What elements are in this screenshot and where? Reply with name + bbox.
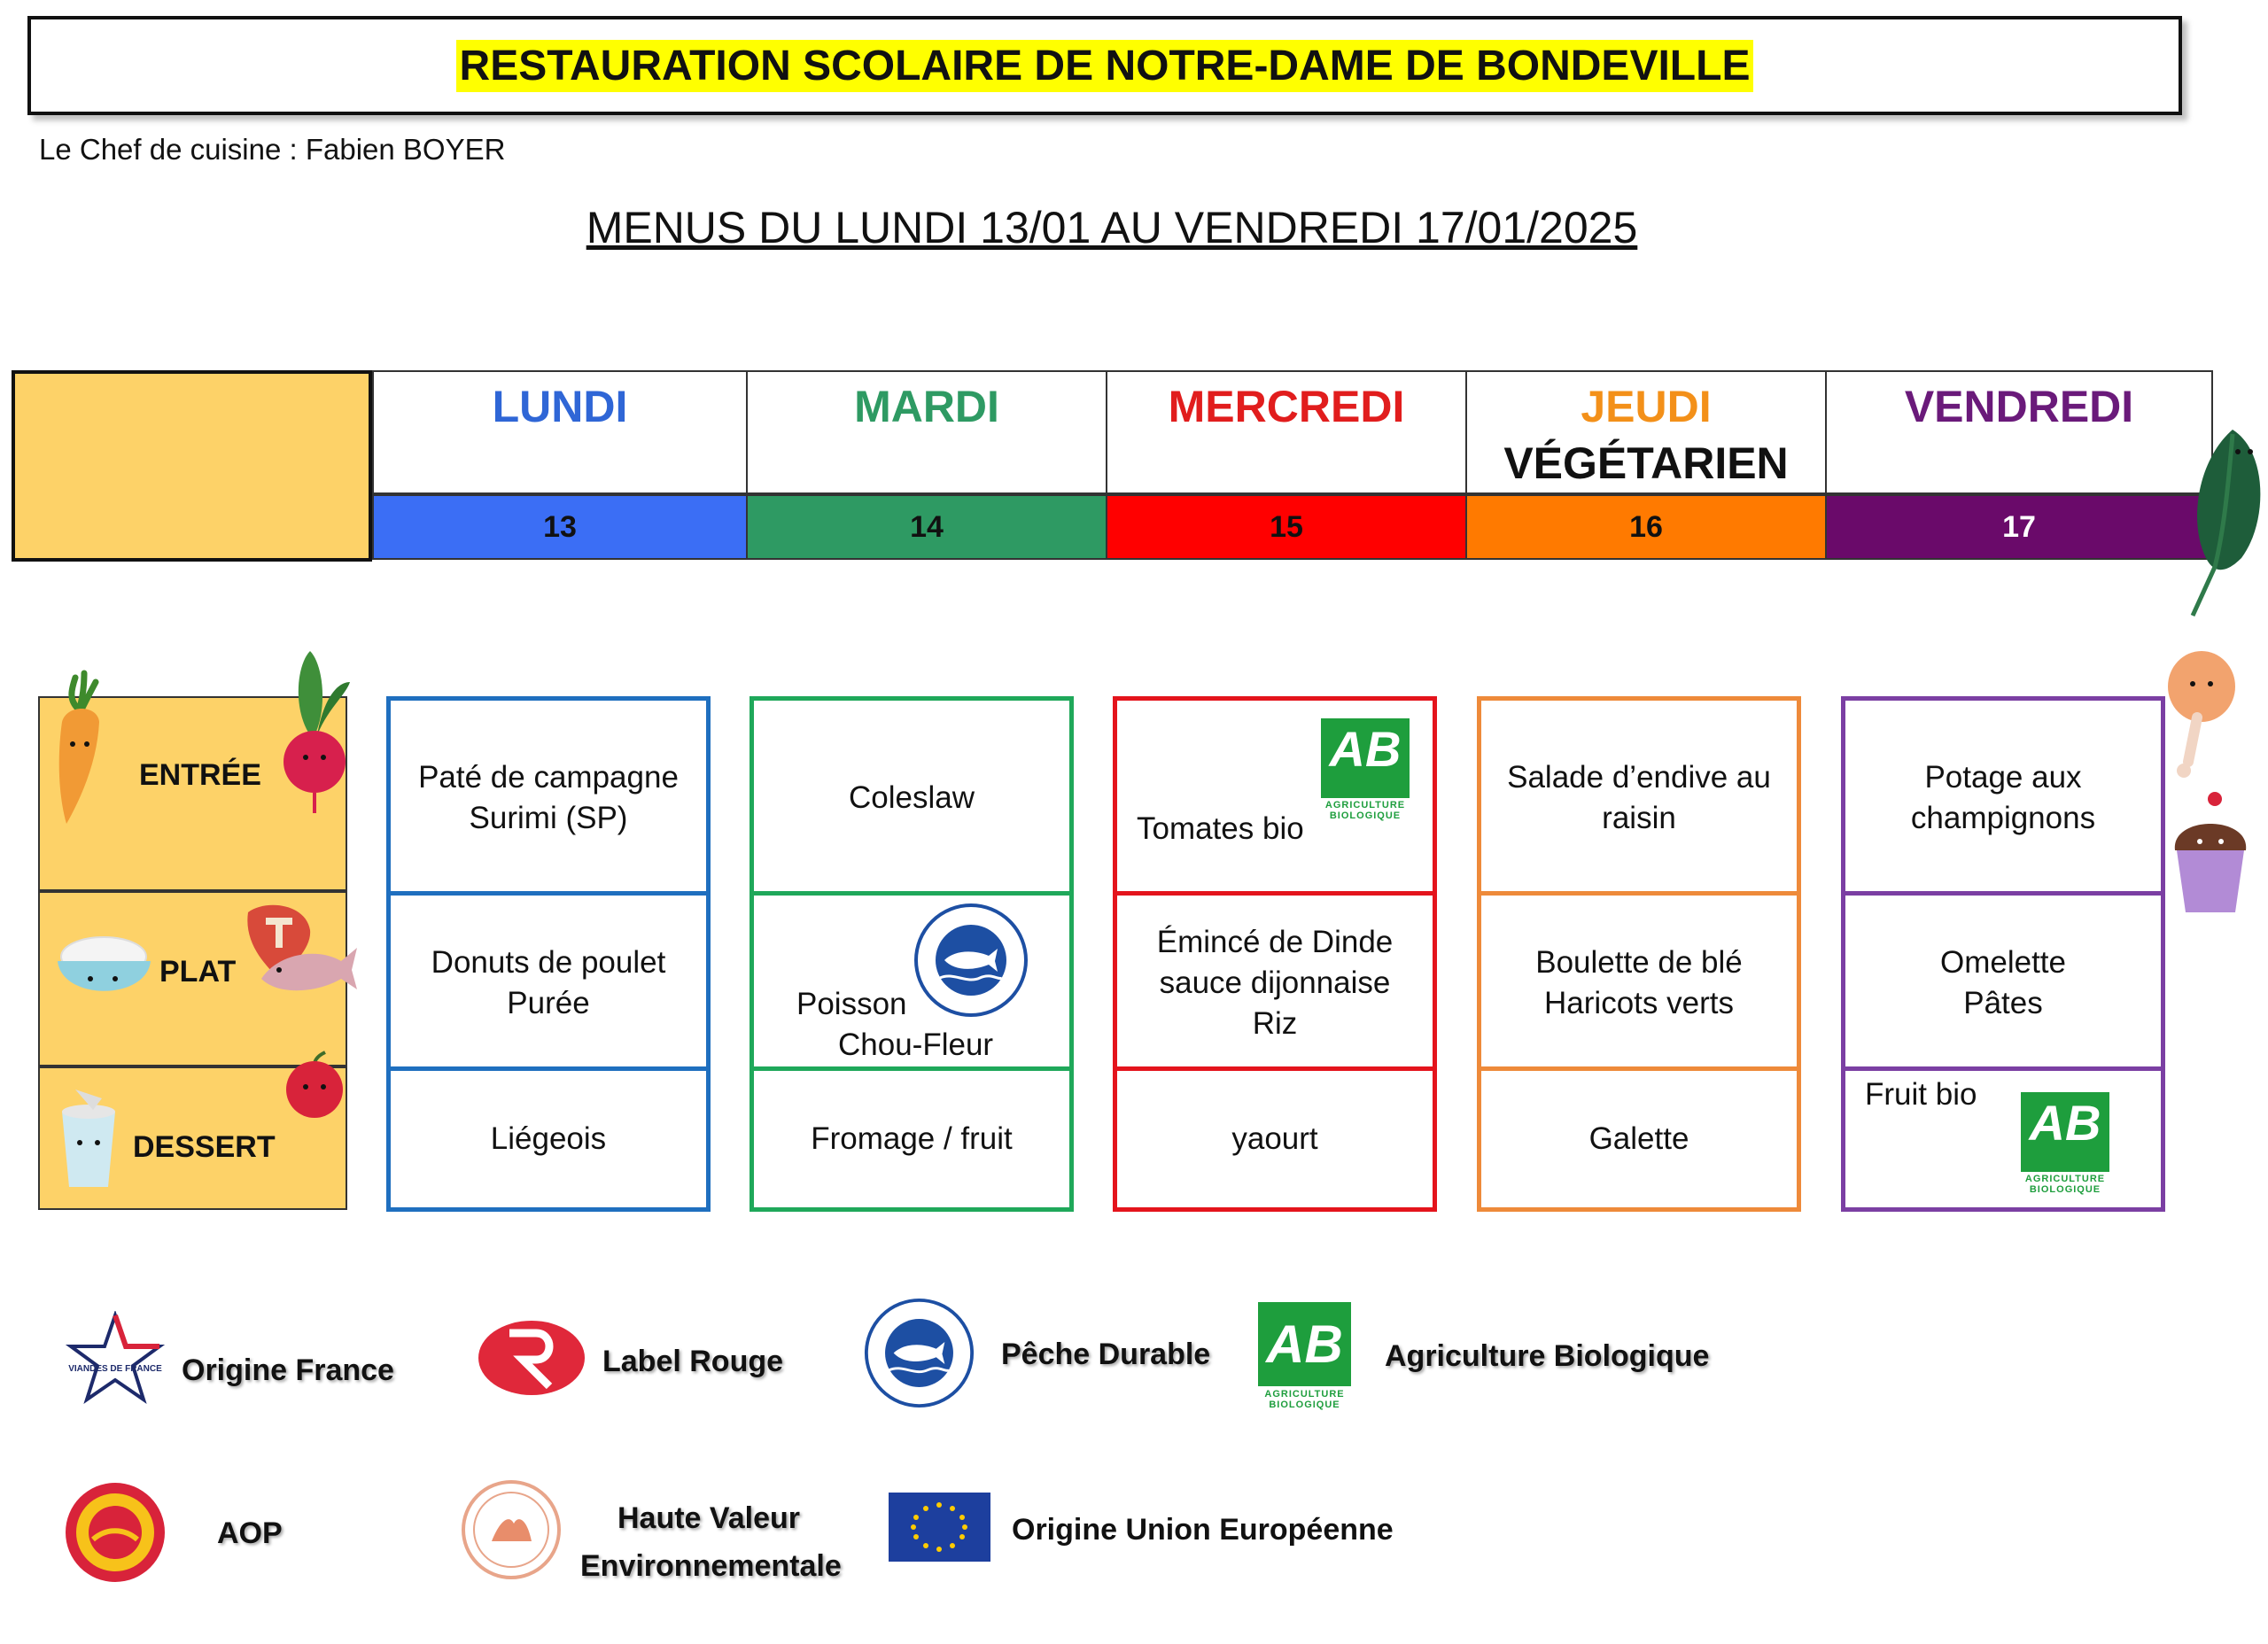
corner-cell xyxy=(12,370,372,562)
carrot-icon xyxy=(44,669,115,828)
day-name: MARDI xyxy=(854,382,999,431)
yogurt-icon xyxy=(53,1085,124,1191)
dish: raisin xyxy=(1602,801,1676,835)
peche-durable-icon xyxy=(864,1298,975,1408)
ab-caption-line: BIOLOGIQUE xyxy=(2029,1184,2101,1195)
menu-dessert-jeudi xyxy=(1481,1071,1797,1207)
menu-plat-mercredi xyxy=(1117,896,1433,1071)
dish: Riz xyxy=(1252,1006,1298,1041)
rice-bowl-icon xyxy=(53,930,155,1010)
day-name: VENDREDI xyxy=(1904,382,2134,431)
ab-caption xyxy=(1254,1389,1355,1410)
day-number-vendredi: 17 xyxy=(1827,494,2213,560)
dish: Salade d’endive au xyxy=(1507,760,1771,795)
ab-caption-line: AGRICULTURE xyxy=(1324,800,1406,810)
menu-dessert-mercredi xyxy=(1117,1071,1433,1207)
ab-letters: AB xyxy=(2029,1095,2101,1151)
dish: Poisson xyxy=(796,987,907,1021)
dish: Pâtes xyxy=(1963,986,2043,1020)
apple-icon xyxy=(279,1050,350,1121)
page-title: RESTAURATION SCOLAIRE DE NOTRE-DAME DE BONDEVILLE xyxy=(456,40,1754,92)
dish: yaourt xyxy=(1231,1121,1318,1156)
dish: Purée xyxy=(507,986,590,1020)
dish: Surimi (SP) xyxy=(469,801,628,835)
radish-icon xyxy=(275,647,354,815)
legend-peche-durable: Pêche Durable xyxy=(1001,1338,1211,1371)
ab-caption-line: AGRICULTURE xyxy=(2024,1174,2106,1184)
aop-icon xyxy=(62,1479,168,1586)
day-name: JEUDI xyxy=(1581,382,1712,431)
menu-entree-mercredi xyxy=(1117,701,1433,896)
ab-caption-line: BIOLOGIQUE xyxy=(1269,1400,1340,1410)
menu-entree-vendredi xyxy=(1845,701,2161,896)
dish: Fromage / fruit xyxy=(811,1121,1013,1156)
chicken-leg-icon xyxy=(2162,647,2241,779)
fish-icon xyxy=(252,926,359,1005)
legend-origine-france: Origine France xyxy=(182,1353,394,1387)
day-number-mercredi: 15 xyxy=(1107,494,1467,560)
day-number-lundi: 13 xyxy=(372,494,748,560)
day-name: LUNDI xyxy=(492,382,628,431)
ab-logo-icon xyxy=(2021,1092,2109,1172)
day-header-jeudi xyxy=(1467,370,1827,494)
legend-agriculture-biologique: Agriculture Biologique xyxy=(1385,1339,1710,1373)
ab-caption-line: BIOLOGIQUE xyxy=(1329,810,1402,821)
dish: Galette xyxy=(1588,1121,1689,1156)
menu-entree-mardi xyxy=(754,701,1069,896)
label-rouge-icon xyxy=(474,1315,589,1400)
ab-letters: AB xyxy=(1266,1314,1343,1374)
dish: Haricots verts xyxy=(1544,986,1734,1020)
day-column-vendredi xyxy=(1841,696,2165,1212)
eu-flag-icon xyxy=(889,1493,990,1562)
menu-plat-mardi xyxy=(754,896,1069,1071)
legend-hve xyxy=(580,1494,842,1590)
dish: champignons xyxy=(1910,801,2096,835)
menu-plat-lundi xyxy=(391,896,706,1071)
dish: Liégeois xyxy=(490,1121,607,1156)
menu-week-title: MENUS DU LUNDI 13/01 AU VENDREDI 17/01/2025 xyxy=(586,203,1638,252)
viandes-de-france-text: VIANDES DE FRANCE xyxy=(68,1364,162,1374)
day-column-lundi xyxy=(386,696,711,1212)
ab-caption xyxy=(1317,800,1413,821)
ab-caption xyxy=(2017,1174,2113,1195)
peche-durable-badge-icon xyxy=(913,903,1029,1018)
title-box xyxy=(27,16,2182,115)
menu-dessert-vendredi xyxy=(1845,1071,2161,1207)
course-label: PLAT xyxy=(159,955,237,989)
ab-caption-line: AGRICULTURE xyxy=(1264,1389,1345,1400)
hve-line: Haute Valeur xyxy=(617,1501,800,1535)
dish: Donuts de poulet xyxy=(431,945,666,980)
dish: Omelette xyxy=(1940,945,2066,980)
course-label: DESSERT xyxy=(133,1130,276,1164)
dish: Paté de campagne xyxy=(418,760,679,795)
chef-name: Le Chef de cuisine : Fabien BOYER xyxy=(39,133,506,166)
day-number-jeudi: 16 xyxy=(1467,494,1827,560)
day-name: MERCREDI xyxy=(1168,382,1405,431)
day-header-mardi xyxy=(748,370,1107,494)
ab-logo-icon xyxy=(1258,1302,1351,1386)
menu-dessert-lundi xyxy=(391,1071,706,1207)
ab-letters: AB xyxy=(1329,721,1402,777)
menu-entree-jeudi xyxy=(1481,701,1797,896)
hve-line: Environnementale xyxy=(580,1549,842,1583)
day-header-mercredi xyxy=(1107,370,1467,494)
day-number-mardi: 14 xyxy=(748,494,1107,560)
dish: sauce dijonnaise xyxy=(1159,965,1391,1000)
menu-plat-jeudi xyxy=(1481,896,1797,1071)
legend-aop: AOP xyxy=(217,1516,283,1550)
menu-dessert-mardi xyxy=(754,1071,1069,1207)
day-header-vendredi xyxy=(1827,370,2213,494)
ab-logo-icon xyxy=(1321,718,1410,798)
day-column-mercredi xyxy=(1113,696,1437,1212)
legend-origine-ue: Origine Union Européenne xyxy=(1012,1513,1394,1547)
day-header-lundi xyxy=(372,370,748,494)
dish: Potage aux xyxy=(1924,760,2082,795)
viandes-de-france-icon xyxy=(62,1311,168,1408)
dish: Tomates bio xyxy=(1137,811,1304,846)
day-subtitle-vegetarien: VÉGÉTARIEN xyxy=(1503,438,1789,488)
menu-plat-vendredi xyxy=(1845,896,2161,1071)
dish: Fruit bio xyxy=(1865,1077,1977,1112)
dish: Émincé de Dinde xyxy=(1156,925,1394,959)
cupcake-icon xyxy=(2166,788,2255,921)
legend-label-rouge: Label Rouge xyxy=(602,1345,784,1378)
day-column-jeudi xyxy=(1477,696,1801,1212)
dish: Coleslaw xyxy=(849,780,975,815)
course-label: ENTRÉE xyxy=(139,758,261,792)
dish: Boulette de blé xyxy=(1535,945,1743,980)
hve-icon xyxy=(461,1479,563,1581)
spinach-leaf-icon xyxy=(2179,425,2268,620)
day-column-mardi xyxy=(750,696,1074,1212)
menu-entree-lundi xyxy=(391,701,706,896)
dish: Chou-Fleur xyxy=(838,1028,994,1062)
